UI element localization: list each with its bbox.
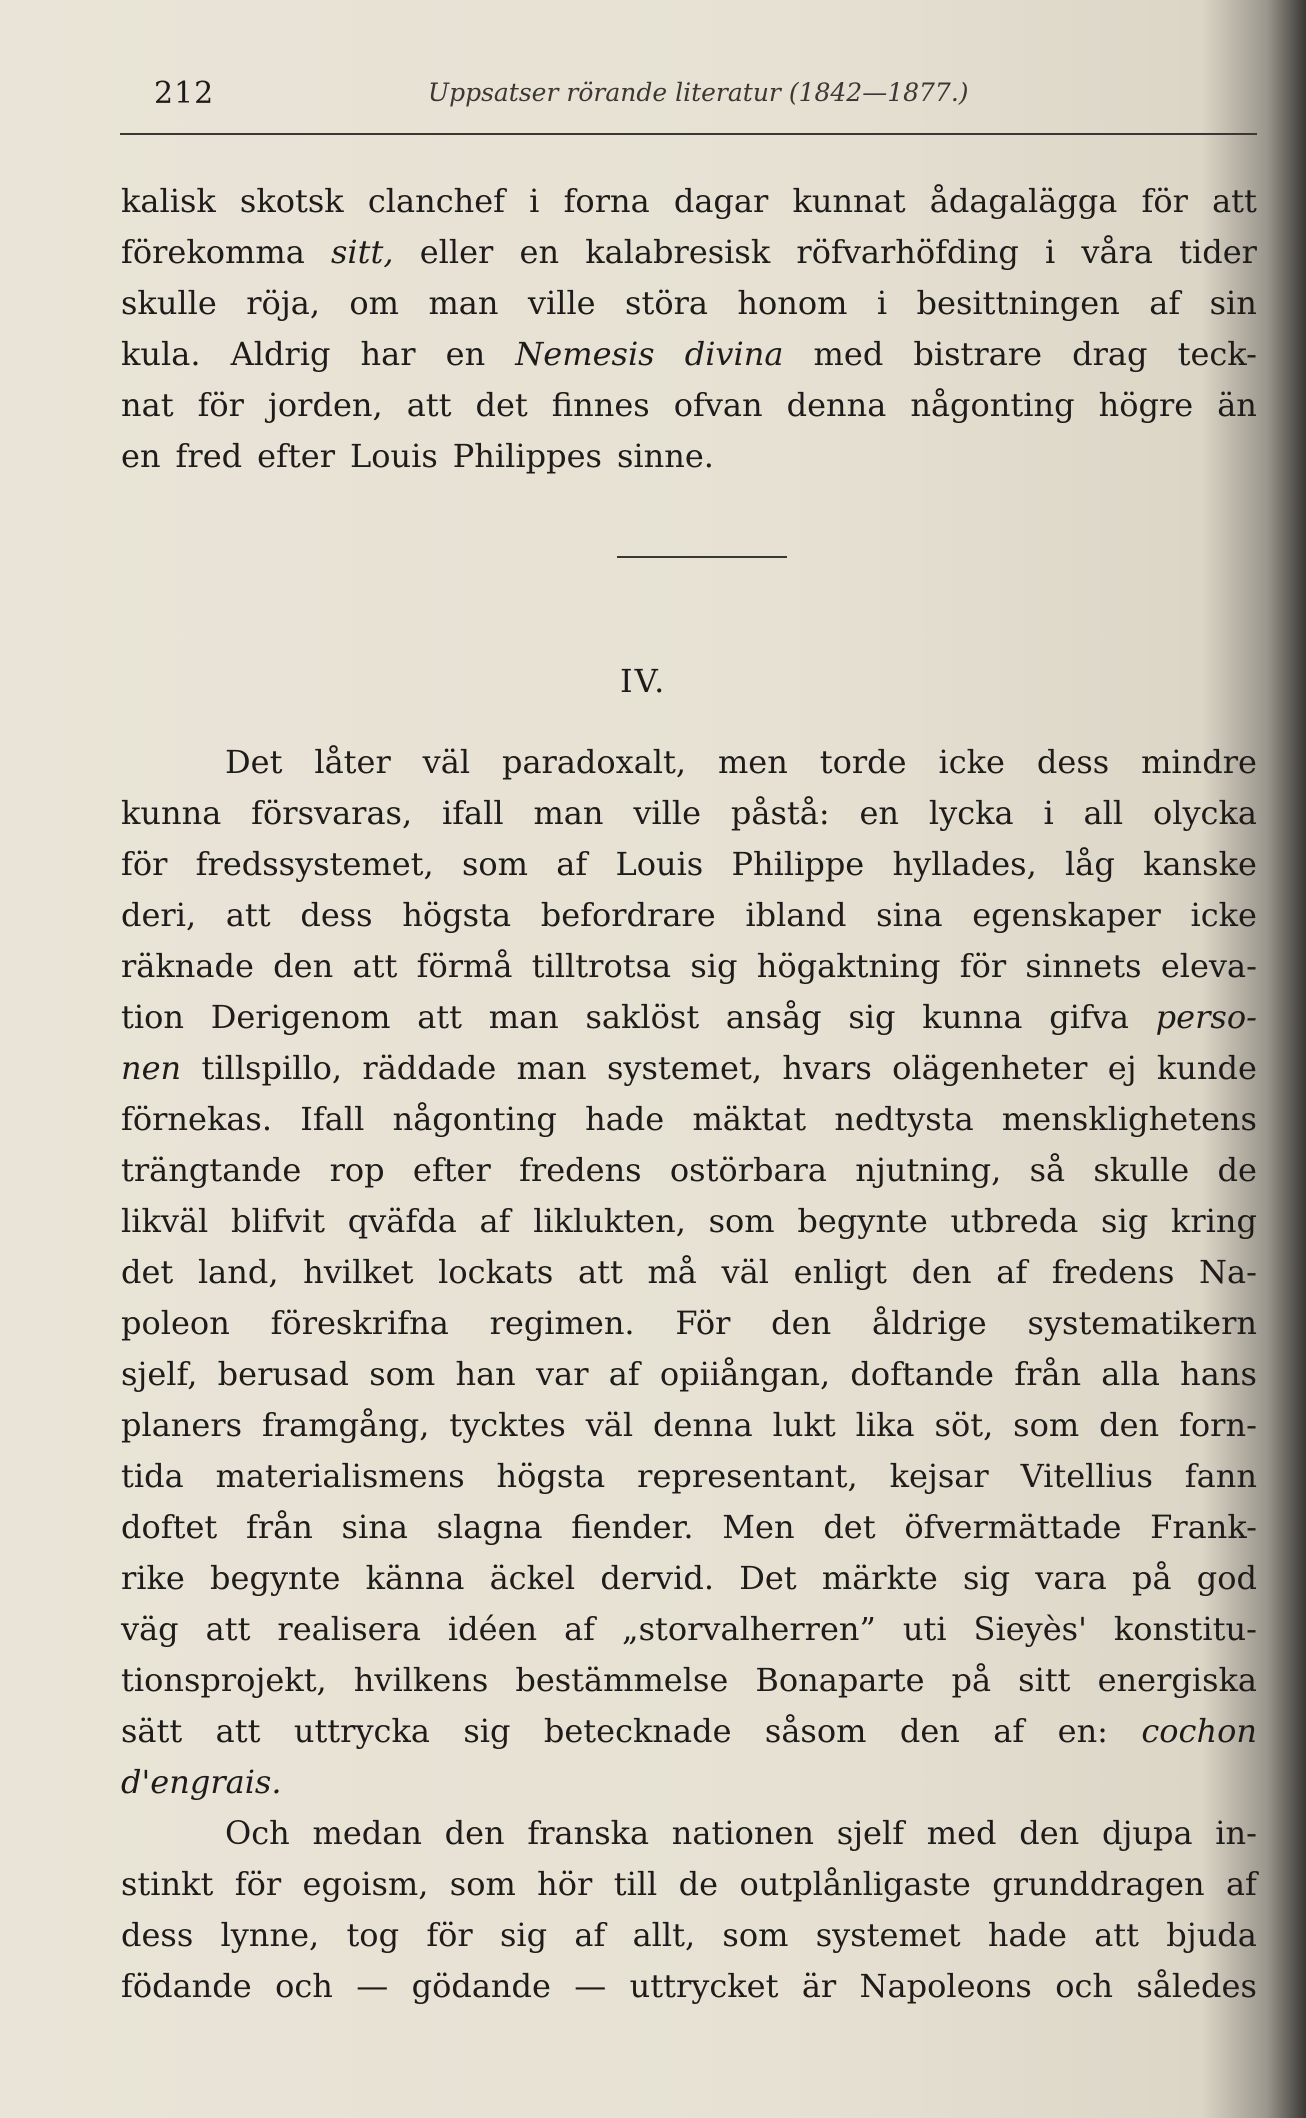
text-line: kula. Aldrig har en Nemesis divina med bistrare drag teck- — [121, 335, 1257, 373]
text-line: trängtande rop efter fredens ostörbara njutning, så skulle de — [121, 1151, 1257, 1189]
text-line: d'engrais. — [121, 1763, 282, 1801]
section-separator-rule — [617, 556, 787, 558]
text-line: tionsprojekt, hvilkens bestämmelse Bonaparte på sitt energiska — [121, 1661, 1257, 1699]
text-line: stinkt för egoism, som hör till de outplånligaste grunddragen af — [121, 1865, 1257, 1903]
text-line: rike begynte känna äckel dervid. Det märkte sig vara på god — [121, 1559, 1257, 1597]
page-number: 212 — [154, 76, 215, 111]
text-line: skulle röja, om man ville störa honom i besittningen af sin — [121, 284, 1257, 322]
section-heading: IV. — [620, 662, 667, 700]
text-line: det land, hvilket lockats att må väl enligt den af fredens Na- — [121, 1253, 1257, 1291]
text-line: födande och — gödande — uttrycket är Napoleons och således — [121, 1967, 1257, 2005]
text-line: tida materialismens högsta representant, kejsar Vitellius fann — [121, 1457, 1257, 1495]
text-line: en fred efter Louis Philippes sinne. — [121, 437, 714, 475]
text-line: nen tillspillo, räddade man systemet, hvars olägenheter ej kunde — [121, 1049, 1257, 1087]
text-line: Och medan den franska nationen sjelf med den djupa in- — [225, 1814, 1257, 1852]
text-line: doftet från sina slagna fiender. Men det öfvermättade Frank- — [121, 1508, 1257, 1546]
text-line: sjelf, berusad som han var af opiiångan, doftande från alla hans — [121, 1355, 1257, 1393]
text-line: förekomma sitt, eller en kalabresisk röfvarhöfding i våra tider — [121, 233, 1257, 271]
text-line: planers framgång, tycktes väl denna lukt lika söt, som den forn- — [121, 1406, 1257, 1444]
running-title: Uppsatser rörande literatur (1842—1877.) — [428, 78, 969, 107]
text-line: sätt att uttrycka sig betecknade såsom den af en: cochon — [121, 1712, 1257, 1750]
text-line: poleon föreskrifna regimen. För den åldrige systematikern — [121, 1304, 1257, 1342]
text-line: likväl blifvit qväfda af liklukten, som begynte utbreda sig kring — [121, 1202, 1257, 1240]
header-rule — [120, 133, 1257, 135]
text-line: kunna försvaras, ifall man ville påstå: en lycka i all olycka — [121, 794, 1257, 832]
text-line: väg att realisera idéen af „storvalherren” uti Sieyès' konstitu- — [121, 1610, 1257, 1648]
text-line: deri, att dess högsta befordrare ibland sina egenskaper icke — [121, 896, 1257, 934]
text-line: för fredssystemet, som af Louis Philippe hyllades, låg kanske — [121, 845, 1257, 883]
text-line: dess lynne, tog för sig af allt, som systemet hade att bjuda — [121, 1916, 1257, 1954]
text-line: nat för jorden, att det finnes ofvan denna någonting högre än — [121, 386, 1257, 424]
text-line: räknade den att förmå tilltrotsa sig högaktning för sinnets eleva- — [121, 947, 1257, 985]
text-line: förnekas. Ifall någonting hade mäktat nedtysta mensklighetens — [121, 1100, 1257, 1138]
text-line: kalisk skotsk clanchef i forna dagar kunnat ådagalägga för att — [121, 182, 1257, 220]
text-line: Det låter väl paradoxalt, men torde icke dess mindre — [225, 743, 1257, 781]
text-line: tion Derigenom att man saklöst ansåg sig kunna gifva perso- — [121, 998, 1257, 1036]
